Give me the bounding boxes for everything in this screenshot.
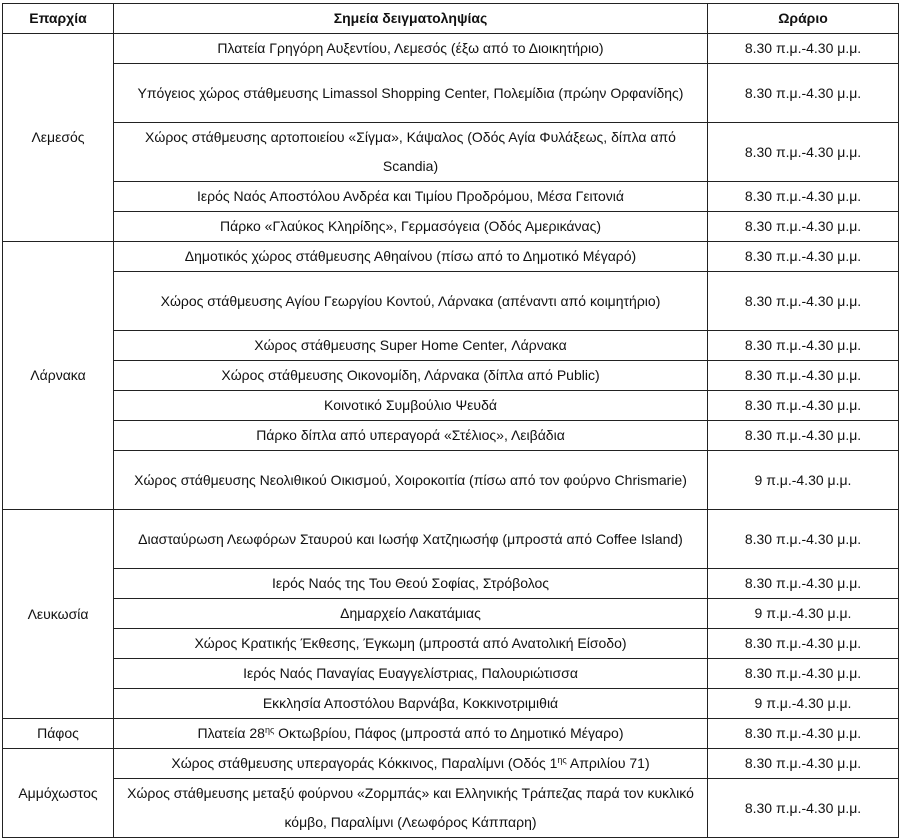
header-province: Επαρχία [3,4,114,34]
location-cell: Χώρος στάθμευσης Νεολιθικού Οικισμού, Χοιροκοιτία (πίσω από τον φούρνο Chrismarie) [114,451,708,510]
province-cell: Αμμόχωστος [3,749,114,838]
table-row [3,182,899,212]
hours-cell: 9 π.μ.-4.30 μ.μ. [708,689,899,719]
table-row [3,749,899,779]
hours-cell: 9 π.μ.-4.30 μ.μ. [708,599,899,629]
hours-cell: 8.30 π.μ.-4.30 μ.μ. [708,331,899,361]
hours-cell: 8.30 π.μ.-4.30 μ.μ. [708,34,899,64]
province-cell: Λάρνακα [3,242,114,510]
hours-cell: 8.30 π.μ.-4.30 μ.μ. [708,749,899,779]
table-row [3,629,899,659]
table-row [3,779,899,838]
table-row [3,123,899,182]
location-cell [114,749,708,779]
table-row [3,391,899,421]
hours-cell: 8.30 π.μ.-4.30 μ.μ. [708,272,899,331]
page [0,3,900,839]
hours-cell: 8.30 π.μ.-4.30 μ.μ. [708,123,899,182]
table-row [3,421,899,451]
province-cell: Λεμεσός [3,34,114,242]
location-cell: Χώρος στάθμευσης μεταξύ φούρνου «Ζορμπάς» και Ελληνικής Τράπεζας παρά τον κυκλικό κόμβο, Παραλίμνι (Λεωφόρος Κάππαρη) [114,779,708,838]
table-row [3,659,899,689]
hours-cell: 8.30 π.μ.-4.30 μ.μ. [708,361,899,391]
table-row [3,689,899,719]
sampling-points-table [2,3,899,838]
location-text: Χώρος στάθμευσης υπεραγοράς Κόκκινος, Παραλίμνι (Οδός 1 [171,755,558,771]
location-cell: Δημοτικός χώρος στάθμευσης Αθηαίνου (πίσω από το Δημοτικό Μέγαρό) [114,242,708,272]
hours-cell: 8.30 π.μ.-4.30 μ.μ. [708,64,899,123]
table-row [3,599,899,629]
location-cell: Πάρκο δίπλα από υπεραγορά «Στέλιος», Λειβάδια [114,421,708,451]
location-cell: Υπόγειος χώρος στάθμευσης Limassol Shopping Center, Πολεμίδια (πρώην Ορφανίδης) [114,64,708,123]
location-cell: Ιερός Ναός Παναγίας Ευαγγελίστριας, Παλουριώτισσα [114,659,708,689]
header-location: Σημεία δειγματοληψίας [114,4,708,34]
header-hours: Ωράριο [708,4,899,34]
table-row [3,331,899,361]
location-text: Πλατεία 28 [197,725,265,741]
location-cell: Χώρος Κρατικής Έκθεσης, Έγκωμη (μπροστά από Ανατολική Είσοδο) [114,629,708,659]
location-cell: Πλατεία Γρηγόρη Αυξεντίου, Λεμεσός (έξω από το Διοικητήριο) [114,34,708,64]
location-cell: Χώρος στάθμευσης Super Home Center, Λάρνακα [114,331,708,361]
location-cell: Εκκλησία Αποστόλου Βαρνάβα, Κοκκινοτριμιθιά [114,689,708,719]
location-cell: Χώρος στάθμευσης Αγίου Γεωργίου Κοντού, Λάρνακα (απέναντι από κοιμητήριο) [114,272,708,331]
location-cell: Κοινοτικό Συμβούλιο Ψευδά [114,391,708,421]
hours-cell: 8.30 π.μ.-4.30 μ.μ. [708,182,899,212]
location-text: Οκτωβρίου, Πάφος (μπροστά από το Δημοτικό Μέγαρο) [274,725,624,741]
table-row [3,569,899,599]
location-cell: Πάρκο «Γλαύκος Κληρίδης», Γερμασόγεια (Οδός Αμερικάνας) [114,212,708,242]
province-cell: Πάφος [3,719,114,749]
hours-cell: 8.30 π.μ.-4.30 μ.μ. [708,629,899,659]
location-cell: Χώρος στάθμευσης αρτοποιείου «Σίγμα», Κάψαλος (Οδός Αγία Φυλάξεως, δίπλα από Scandia) [114,123,708,182]
hours-cell: 8.30 π.μ.-4.30 μ.μ. [708,391,899,421]
table-row [3,212,899,242]
location-cell: Χώρος στάθμευσης Οικονομίδη, Λάρνακα (δίπλα από Public) [114,361,708,391]
hours-cell: 8.30 π.μ.-4.30 μ.μ. [708,569,899,599]
hours-cell: 8.30 π.μ.-4.30 μ.μ. [708,779,899,838]
table-row [3,272,899,331]
table-row [3,361,899,391]
ordinal-suffix: ης [557,755,567,765]
table-row [3,510,899,569]
hours-cell: 8.30 π.μ.-4.30 μ.μ. [708,242,899,272]
table-row [3,34,899,64]
location-cell: Ιερός Ναός Αποστόλου Ανδρέα και Τιμίου Προδρόμου, Μέσα Γειτονιά [114,182,708,212]
location-cell: Ιερός Ναός της Του Θεού Σοφίας, Στρόβολος [114,569,708,599]
province-cell: Λευκωσία [3,510,114,719]
table-row [3,451,899,510]
hours-cell: 9 π.μ.-4.30 μ.μ. [708,451,899,510]
hours-cell: 8.30 π.μ.-4.30 μ.μ. [708,659,899,689]
hours-cell: 8.30 π.μ.-4.30 μ.μ. [708,421,899,451]
table-row [3,242,899,272]
header-row [3,4,899,34]
table-row [3,64,899,123]
location-cell [114,719,708,749]
ordinal-suffix: ης [264,725,275,735]
table-row [3,719,899,749]
hours-cell: 8.30 π.μ.-4.30 μ.μ. [708,212,899,242]
hours-cell: 8.30 π.μ.-4.30 μ.μ. [708,719,899,749]
location-cell: Διασταύρωση Λεωφόρων Σταυρού και Ιωσήφ Χατζηιωσήφ (μπροστά από Coffee Island) [114,510,708,569]
location-text: Απριλίου 71) [566,755,650,771]
location-cell: Δημαρχείο Λακατάμιας [114,599,708,629]
hours-cell: 8.30 π.μ.-4.30 μ.μ. [708,510,899,569]
